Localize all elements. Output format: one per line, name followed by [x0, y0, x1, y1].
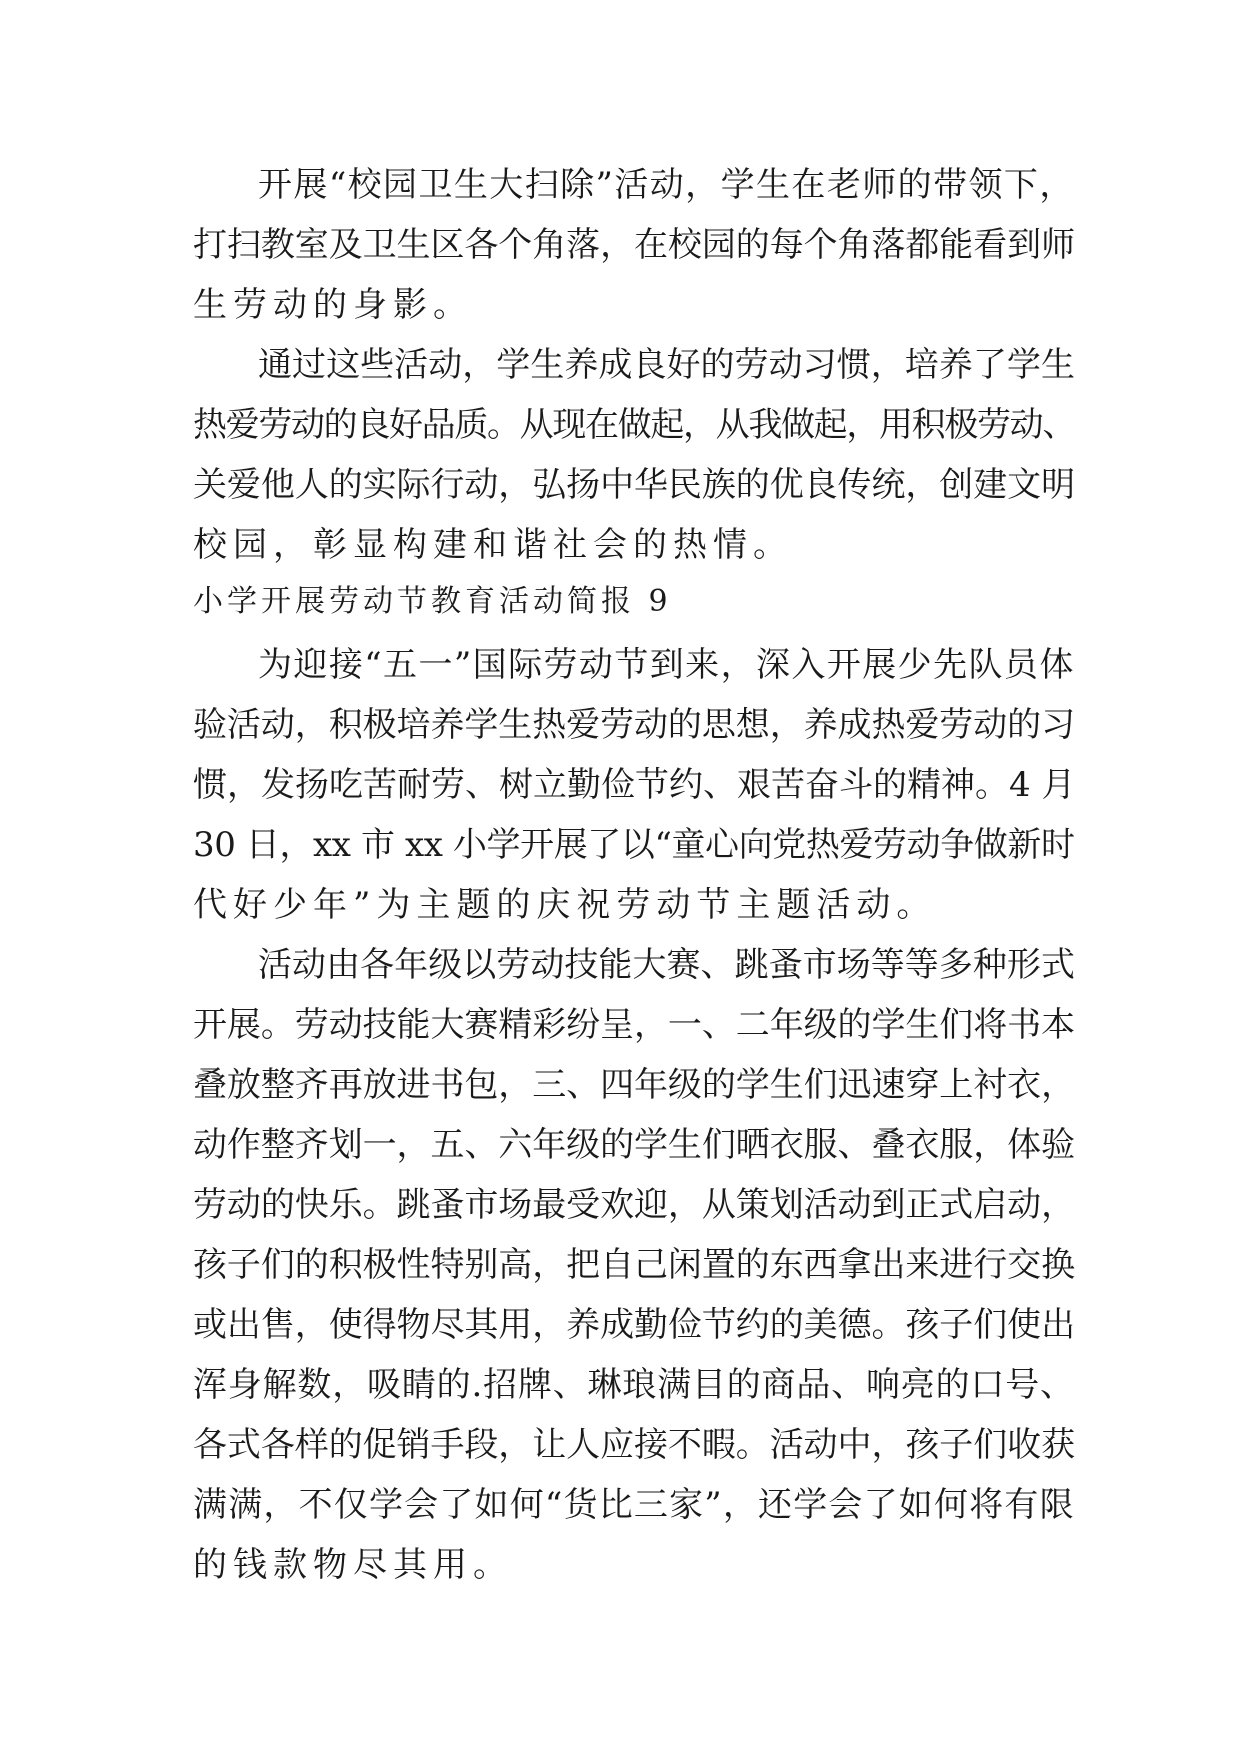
paragraph-3-line: 惯，发扬吃苦耐劳、树立勤俭节约、艰苦奋斗的精神。4 月	[193, 765, 1076, 805]
paragraph-3-line: 为迎接“五一”国际劳动节到来，深入开展少先队员体	[258, 645, 1075, 685]
paragraph-1-line: 打扫教室及卫生区各个角落，在校园的每个角落都能看到师	[193, 225, 1075, 265]
paragraph-4-line: 孩子们的积极性特别高，把自己闲置的东西拿出来进行交换	[193, 1245, 1075, 1285]
paragraph-4-line: 浑身解数，吸睛的.招牌、琳琅满目的商品、响亮的口号、	[193, 1365, 1075, 1405]
paragraph-4-line: 活动由各年级以劳动技能大赛、跳蚤市场等等多种形式	[258, 945, 1075, 985]
paragraph-2-line: 关爱他人的实际行动，弘扬中华民族的优良传统，创建文明	[193, 465, 1075, 505]
paragraph-4-line: 叠放整齐再放进书包，三、四年级的学生们迅速穿上衬衣，	[193, 1065, 1075, 1105]
paragraph-4-line: 动作整齐划一，五、六年级的学生们晒衣服、叠衣服，体验	[193, 1125, 1075, 1165]
paragraph-4-line: 满满，不仅学会了如何“货比三家”，还学会了如何将有限	[193, 1485, 1075, 1525]
paragraph-1-line: 开展“校园卫生大扫除”活动，学生在老师的带领下，	[258, 165, 1075, 205]
section-heading: 小学开展劳动节教育活动简报 9	[193, 584, 672, 619]
paragraph-4-line: 的钱款物尽其用。	[193, 1545, 513, 1585]
paragraph-2-line: 通过这些活动，学生养成良好的劳动习惯，培养了学生	[258, 345, 1075, 385]
paragraph-4-line: 各式各样的促销手段，让人应接不暇。活动中，孩子们收获	[193, 1425, 1075, 1465]
paragraph-4-line: 开展。劳动技能大赛精彩纷呈，一、二年级的学生们将书本	[193, 1005, 1075, 1045]
paragraph-2-line: 校园，彰显构建和谐社会的热情。	[193, 525, 793, 565]
paragraph-3-line: 30 日，xx 市 xx 小学开展了以“童心向党热爱劳动争做新时	[193, 825, 1075, 865]
paragraph-4-line: 或出售，使得物尽其用，养成勤俭节约的美德。孩子们使出	[193, 1305, 1075, 1345]
paragraph-1-line: 生劳动的身影。	[193, 285, 473, 325]
paragraph-2-line: 热爱劳动的良好品质。从现在做起，从我做起，用积极劳动、	[193, 405, 1075, 445]
paragraph-4-line: 劳动的快乐。跳蚤市场最受欢迎，从策划活动到正式启动，	[193, 1185, 1075, 1225]
paragraph-3-line: 验活动，积极培养学生热爱劳动的思想，养成热爱劳动的习	[193, 705, 1075, 745]
paragraph-3-line: 代好少年”为主题的庆祝劳动节主题活动。	[193, 885, 937, 925]
